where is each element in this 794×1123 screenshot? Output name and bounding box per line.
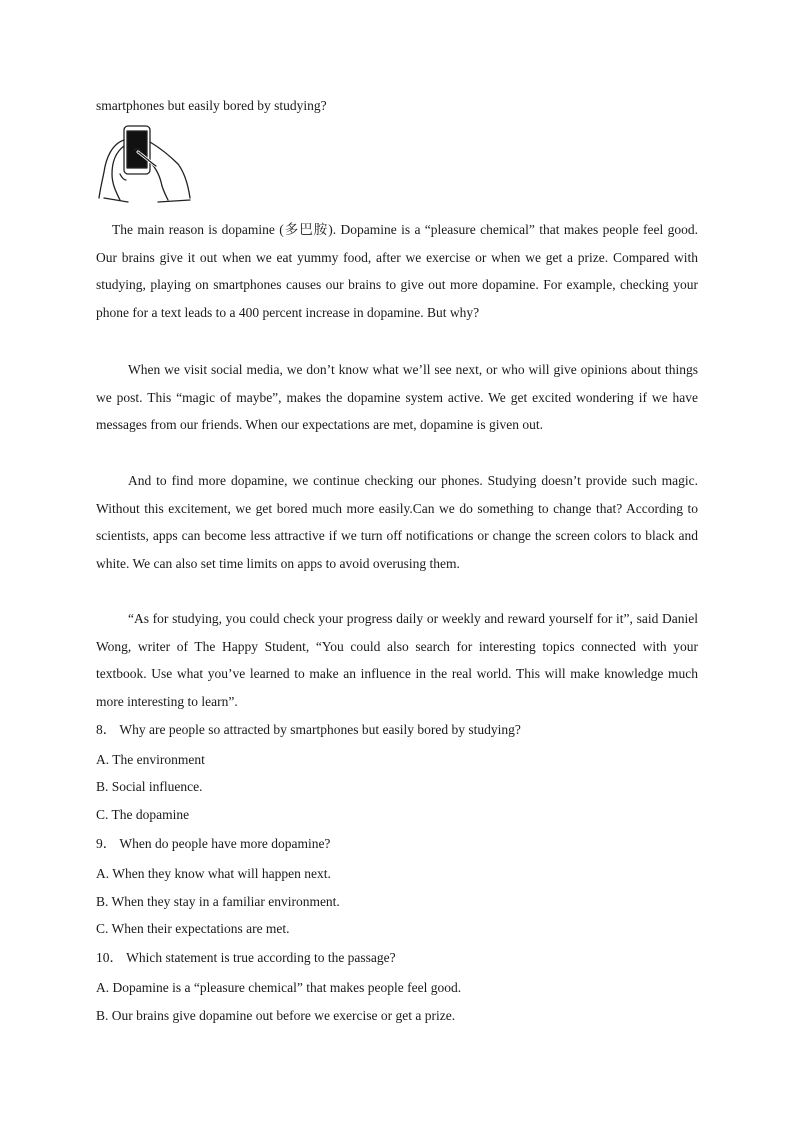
continued-question-line: smartphones but easily bored by studying?: [96, 98, 327, 113]
question-10-stem: 10． Which statement is true according to the passage?: [96, 950, 396, 965]
question-9-option-b: B. When they stay in a familiar environment.: [96, 894, 340, 909]
paragraph-2: When we visit social media, we don’t know what we’ll see next, or who will give opinions about things we post. This “magic of maybe”, makes the dopamine system active. We get excited wondering if we have messages from our friends. When our expectations are met, dopamine is given out.: [96, 362, 698, 432]
question-8-option-c: C. The dopamine: [96, 807, 190, 822]
hands-holding-smartphone-icon: [98, 122, 194, 204]
question-9-stem: 9． When do people have more dopamine?: [96, 836, 331, 851]
paragraph-3: And to find more dopamine, we continue checking our phones. Studying doesn’t provide such magic. Without this excitement, we get bored much more easily.Can we do something to change that? According to scientists, apps can become less attractive if we turn off notifications or change the screen colors to black and white. We can also set time limits on apps to avoid overusing them.: [96, 473, 698, 571]
question-9-option-c: C. When their expectations are met.: [96, 921, 290, 936]
question-10-option-b: B. Our brains give dopamine out before we exercise or get a prize.: [96, 1008, 456, 1023]
question-8-option-a: A. The environment: [96, 752, 205, 767]
question-9-option-a: A. When they know what will happen next.: [96, 866, 331, 881]
paragraph-1: The main reason is dopamine (多巴胺). Dopamine is a “pleasure chemical” that makes people feel good. Our brains give it out when we eat yummy food, after we exercise or when we get a prize. Compared with studying, playing on smartphones causes our brains to give out more dopamine. For example, checking your phone for a text leads to a 400 percent increase in dopamine. But why?: [96, 222, 698, 320]
question-10-option-a: A. Dopamine is a “pleasure chemical” that makes people feel good.: [96, 980, 462, 995]
question-8-option-b: B. Social influence.: [96, 779, 203, 794]
paragraph-4: “As for studying, you could check your progress daily or weekly and reward yourself for it”, said Daniel Wong, writer of The Happy Student, “You could also search for interesting topics connected with your textbook. Use what you’ve learned to make an influence in the real world. This will make knowledge much more interesting to learn”.: [96, 611, 698, 709]
question-8-stem: 8． Why are people so attracted by smartphones but easily bored by studying?: [96, 722, 521, 737]
